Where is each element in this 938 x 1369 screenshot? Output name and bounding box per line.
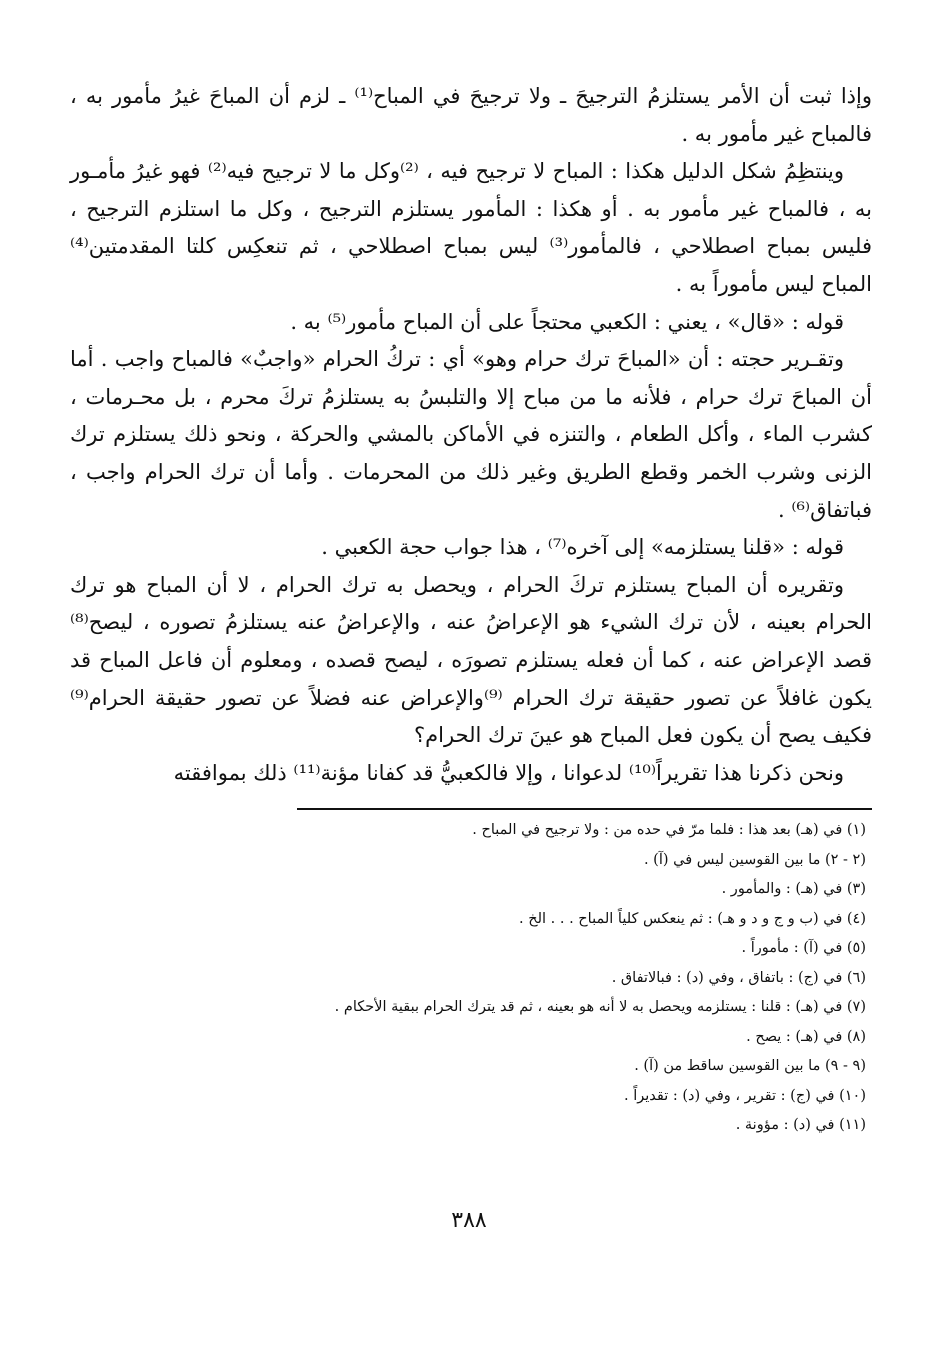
footnote-8: (٨) في (هـ) : يصح . — [746, 1028, 866, 1045]
footnote-9: (٩ - ٩) ما بين القوسين ساقط من (آ) . — [634, 1058, 866, 1075]
footnote-11: (١١) في (د) : مؤونة . — [735, 1117, 866, 1134]
footnote-10: (١٠) في (ج) : تقرير ، وفي (د) : تقديراً . — [624, 1087, 866, 1104]
footnote-5: (٥) في (آ) : مأموراً . — [741, 940, 866, 957]
paragraph-3: قوله : «قال» ، يعني : الكعبي محتجاً على أن المباح مأمور⁽⁵⁾ به . — [290, 309, 844, 334]
footnotes — [70, 816, 872, 1141]
page-number: ٣٨٨ — [451, 1208, 487, 1233]
paragraph-7: ونحن ذكرنا هذا تقريراً⁽¹⁰⁾ لدعوانا ، وإلا فالكعبيُّ قد كفانا مؤنة⁽¹¹⁾ ذلك بموافقته — [173, 760, 844, 785]
footnote-4: (٤) في (ب و ج و د و هـ) : ثم ينعكس كلياً المباح . . . الخ . — [519, 910, 866, 927]
footnote-6: (٦) في (ج) : باتفاق ، وفي (د) : فبالاتفاق . — [611, 969, 866, 986]
footnote-3: (٣) في (هـ) : والمأمور . — [721, 881, 866, 898]
paragraph-6: وتقريره أن المباح يستلزم تركَ الحرام ، ويحصل به ترك الحرام ، لا أن المباح هو ترك الحرام بعينه ، لأن ترك الشيء هو الإعراضُ عنه ، والإعراضُ عنه يستلزمُ تصوره ، ليصح⁽⁸⁾ قصد الإعراض عنه ، كما أن فعله يستلزم تصورَه ، ليصح قصده ، ومعلوم أن فاعل المباح قد يكون غافلاً عن تصور حقيقة ترك الحرام ⁽⁹⁾والإعراض عنه فضلاً عن تصور حقيقة الحرام⁽⁹⁾ فكيف يصح أن يكون فعل المباح هو عينَ ترك الحرام؟ — [70, 572, 872, 748]
paragraph-5: قوله : «قلنا يستلزمه» إلى آخره⁽⁷⁾ ، هذا جواب حجة الكعبي . — [321, 535, 844, 560]
paragraph-2: وينتظِمُ شكل الدليل هكذا : المباح لا ترجيح فيه ، ⁽²⁾وكل ما لا ترجيح فيه⁽²⁾ فهو غيرُ مأمـور به ، فالمباح غير مأمور به . أو هكذا : المأمور يستلزم الترجيح ، وكل ما استلزم الترجيح ، فليس بمباح اصطلاحي ، فالمأمور⁽³⁾ ليس بمباح اصطلاحي ، ثم تنعكِس كلتا المقدمتين⁽⁴⁾ المباح ليس مأموراً به . — [70, 159, 872, 296]
main-text — [70, 78, 872, 792]
paragraph-1: وإذا ثبت أن الأمر يستلزمُ الترجيحَ ـ ولا ترجيحَ في المباح⁽¹⁾ ـ لزم أن المباحَ غيرُ مأمور به ، فالمباح غير مأمور به . — [70, 84, 873, 146]
footnote-divider — [297, 808, 872, 810]
footnote-2: (٢ - ٢) ما بين القوسين ليس في (آ) . — [643, 851, 866, 868]
footnote-7: (٧) في (هـ) : قلنا : يستلزمه ويحصل به لا أنه هو بعينه ، ثم قد يترك الحرام ببقية الأحكام . — [334, 999, 866, 1016]
footnote-1: (١) في (هـ) بعد هذا : فلما مرّ في حده من : ولا ترجيح في المباح . — [472, 822, 866, 839]
paragraph-4: وتقـرير حجته : أن «المباحَ ترك حرام وهو» أي : تركُ الحرام «واجبٌ» فالمباح واجب . أما أن المباحَ ترك حرام ، فلأنه ما من مباح إلا والتلبسُ به يستلزمُ تركَ محرم ، بل محـرمات ، كشرب الماء ، وأكل الطعام ، والتنزه في الأماكن بالمشي والحركة ، ونحو ذلك يستلزم ترك الزنى وشرب الخمر وقطع الطريق وغير ذلك من المحرمات . وأما أن ترك الحرام واجب ، فباتفاق⁽⁶⁾ . — [70, 347, 872, 522]
